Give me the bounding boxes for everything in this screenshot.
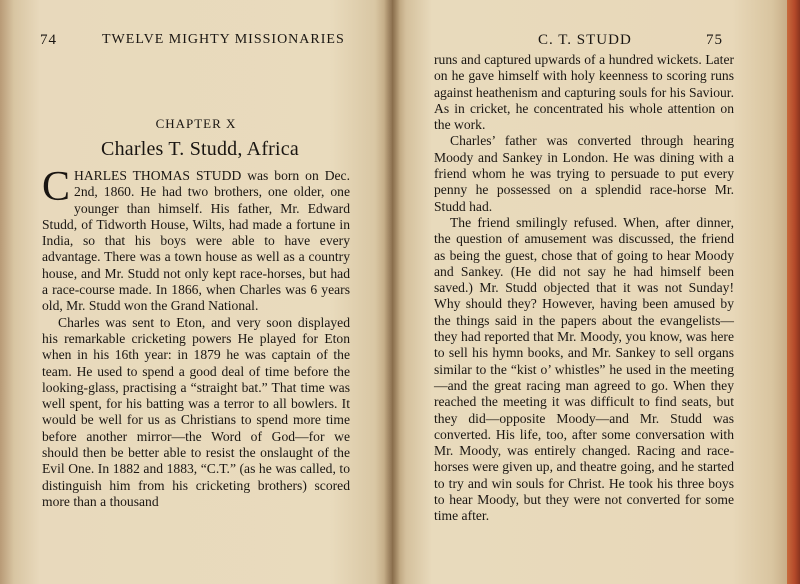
left-page <box>0 0 392 584</box>
right-paragraph-2: Charles’ father was converted through hearing Moody and Sankey in London. He was dining with a friend whom he was trying to persuade to put every penny he possessed on a splendid race-horse Mr. Studd had. <box>434 133 734 214</box>
chapter-label: CHAPTER X <box>155 116 237 131</box>
left-paragraph-1-text: HARLES THOMAS STUDD was born on Dec. 2nd, 1860. He had two brothers, one older, one younger than himself. His father, Mr. Edward Studd, of Tidworth House, Wilts, had made a fortune in India, so that his boys were able to have every advantage. There was a town house as well as a country house, and Mr. Studd not only kept race-horses, but had a race-course made. In 1866, when Charles was 6 years old, Mr. Studd won the Grand National. <box>42 168 350 314</box>
right-running-head: C. T. STUDD <box>538 32 632 48</box>
right-page <box>392 0 787 584</box>
left-body-text <box>42 164 350 510</box>
left-page-number: 74 <box>40 32 57 48</box>
left-running-head: TWELVE MIGHTY MISSIONARIES <box>102 32 345 47</box>
left-paragraph-1 <box>42 164 350 315</box>
right-page-number: 75 <box>706 32 723 48</box>
chapter-title: Charles T. Studd, Africa <box>101 138 299 160</box>
right-paragraph-1: runs and captured upwards of a hundred wickets. Later on he gave himself with holy keenness to scoring runs against heathenism and capturing souls for his Saviour. As in cricket, he concentrated his whole attention on the work. <box>434 52 734 133</box>
drop-cap: C <box>42 164 71 210</box>
right-body-text <box>434 52 734 525</box>
book-cover-edge <box>787 0 800 584</box>
book-spine-shadow <box>384 0 400 584</box>
left-paragraph-2: Charles was sent to Eton, and very soon displayed his remarkable cricketing powers He played for Eton when in his 16th year: in 1879 he was captain of the team. He used to spend a good deal of time before the looking-glass, practising a “straight bat.” That time was well spent, for his batting was a terror to all bowlers. It would be well for us as Christians to spend more time before another mirror—the Word of God—for we should then be better able to resist the onslaught of the Evil One. In 1882 and 1883, “C.T.” (as he was called, to distinguish him from his cricketing brothers) scored more than a thousand <box>42 314 350 509</box>
right-paragraph-3: The friend smilingly refused. When, after dinner, the question of amusement was discussed, the friend as being the guest, chose that of going to hear Moody and Sankey. (He did not say he had himself been saved.) Mr. Studd objected that it was not Sunday! Why should they? However, having been amused by the things said in the papers about the evangelists—they had reported that Mr. Moody, you know, was here to sell his hymn books, and Mr. Sankey to sell organs similar to the “kist o’ whistles” he used in the meeting —and the great racing man agreed to go. When they reached the meeting it was difficult to find seats, but they did—opposite Moody—and Mr. Studd was converted. His life, too, after some conversation with Mr. Moody, was entirely changed. Racing and race-horses were given up, and theatre going, and he started to try and win souls for Christ. He took his three boys to hear Moody, but they were not converted for some time after. <box>434 214 734 524</box>
